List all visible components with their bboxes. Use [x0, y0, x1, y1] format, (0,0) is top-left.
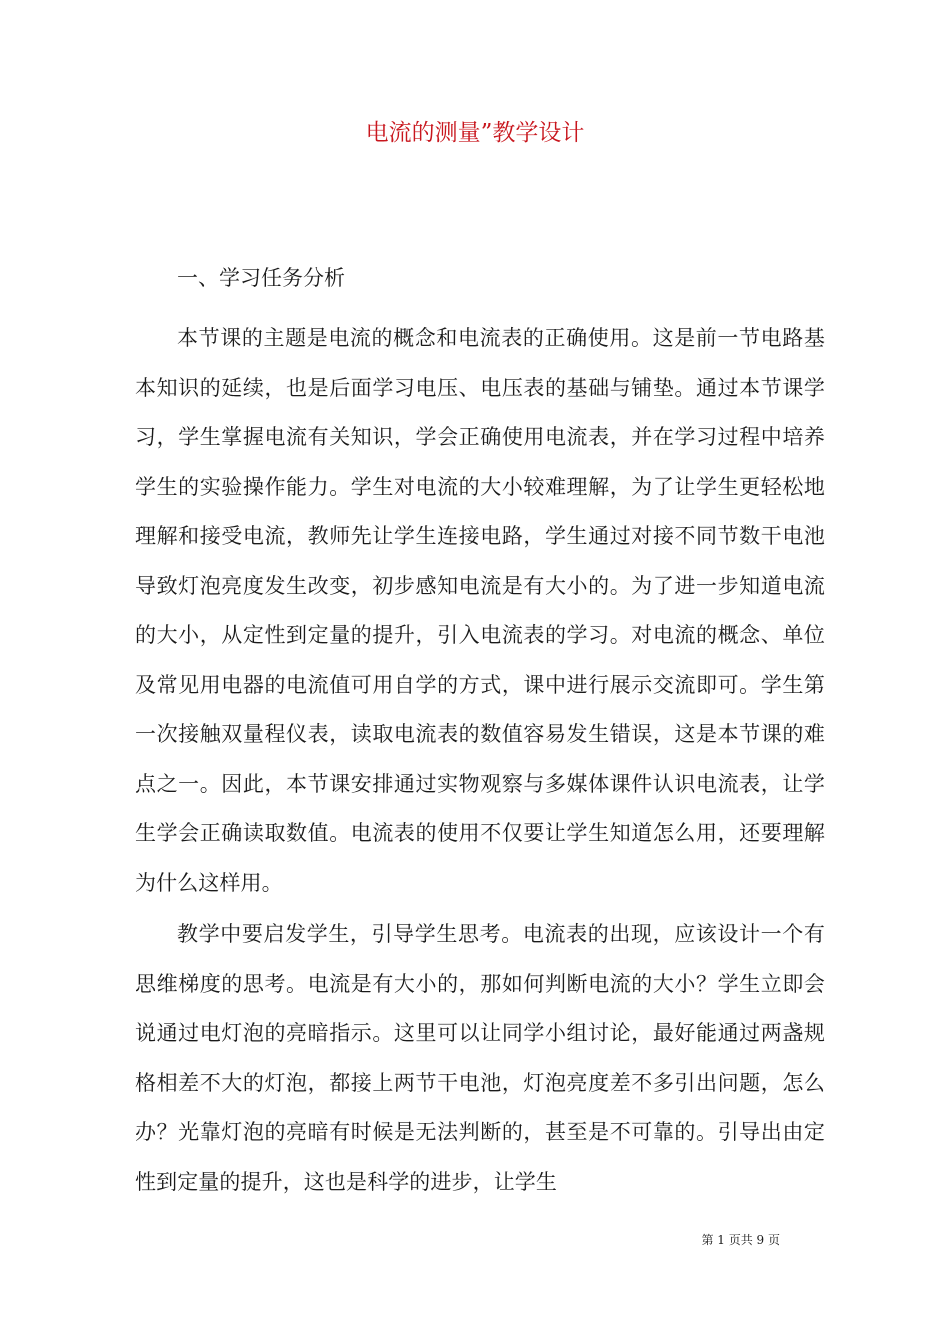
page-number-footer: 第 1 页共 9 页	[701, 1233, 780, 1247]
paragraph-2: 教学中要启发学生，引导学生思考。电流表的出现，应该设计一个有思维梯度的思考。电流是有大小的，那如何判断电流的大小？学生立即会说通过电灯泡的亮暗指示。这里可以让同学小组讨论，最好能通过两盏规格相差不大的灯泡，都接上两节干电池，灯泡亮度差不多引出问题，怎么办？光靠灯泡的亮暗有时候是无法判断的，甚至是不可靠的。引导出由定性到定量的提升，这也是科学的进步，让学生	[135, 922, 825, 1194]
section-heading: 一、学习任务分析	[177, 266, 345, 290]
paragraph-1: 本节课的主题是电流的概念和电流表的正确使用。这是前一节电路基本知识的延续，也是后面学习电压、电压表的基础与铺垫。通过本节课学习，学生掌握电流有关知识，学会正确使用电流表，并在学习过程中培养学生的实验操作能力。学生对电流的大小较难理解，为了让学生更轻松地理解和接受电流，教师先让学生连接电路，学生通过对接不同节数干电池导致灯泡亮度发生改变，初步感知电流是有大小的。为了进一步知道电流的大小，从定性到定量的提升，引入电流表的学习。对电流的概念、单位及常见用电器的电流值可用自学的方式，课中进行展示交流即可。学生第一次接触双量程仪表，读取电流表的数值容易发生错误，这是本节课的难点之一。因此，本节课安排通过实物观察与多媒体课件认识电流表，让学生学会正确读取数值。电流表的使用不仅要让学生知道怎么用，还要理解为什么这样用。	[135, 326, 825, 895]
document-title: 电流的测量”教学设计	[365, 120, 585, 146]
document-body	[135, 262, 825, 1209]
